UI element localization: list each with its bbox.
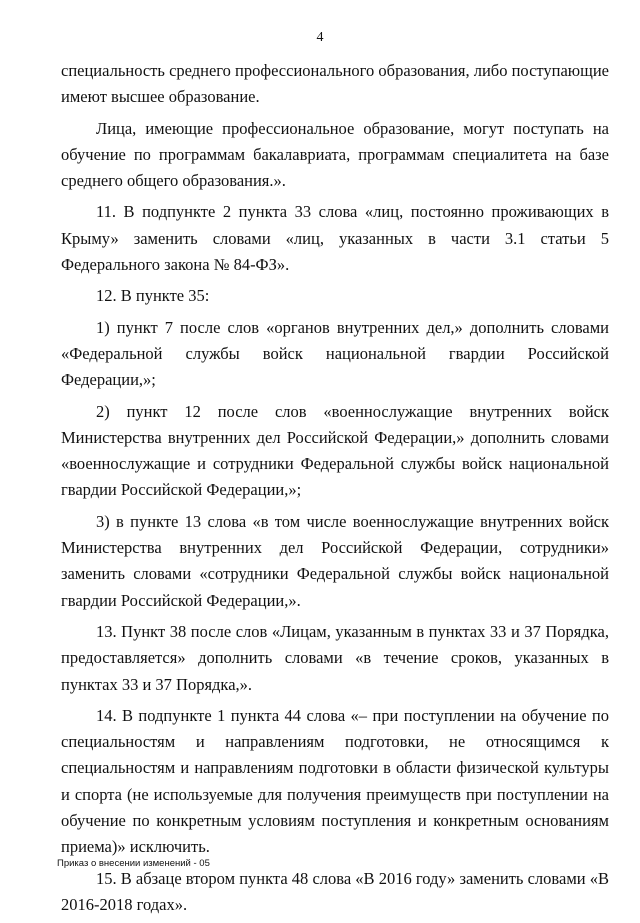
paragraph-item-13: 13. Пункт 38 после слов «Лицам, указанным в пунктах 33 и 37 Порядка, предоставляется» дополнить словами «в течение сроков, указанных в пунктах 33 и 37 Порядка,». [61, 621, 609, 694]
paragraph-item-12-3: 3) в пункте 13 слова «в том числе военнослужащие внутренних войск Министерства внутренних дел Российской Федерации, сотрудники» заменить словами «сотрудники Федеральной службы войск национальной гвардии Российской Федерации,». [61, 511, 609, 610]
paragraph-item-12-1: 1) пункт 7 после слов «органов внутренних дел,» дополнить словами «Федеральной службы войск национальной гвардии Российской Федерации,»; [61, 317, 609, 390]
document-body [61, 58, 609, 923]
paragraph-item-12-2: 2) пункт 12 после слов «военнослужащие внутренних войск Министерства внутренних дел Российской Федерации,» дополнить словами «военнослужащие и сотрудники Федеральной службы войск национальной гвардии Российской Федерации,»; [61, 401, 609, 500]
paragraph-item-12: 12. В пункте 35: [96, 286, 210, 306]
page-footer: Приказ о внесении изменений - 05 [57, 858, 210, 869]
paragraph-item-11: 11. В подпункте 2 пункта 33 слова «лиц, постоянно проживающих в Крыму» заменить словами «лиц, указанных в части 3.1 статьи 5 Федерального закона № 84-ФЗ». [61, 202, 609, 275]
paragraph-item-14: 14. В подпункте 1 пункта 44 слова «– при поступлении на обучение по специальностям и направлениям подготовки, не относящимся к специальностям и направлениям подготовки в области физической культуры и спорта (не используемые для получения преимуществ при поступлении на обучение по конкретным условиям поступления и конкретным основаниям приема)» исключить. [61, 705, 609, 857]
page-number: 4 [316, 30, 324, 45]
paragraph-continuation: специальность среднего профессионального образования, либо поступающие имеют высшее образование. [61, 61, 609, 107]
paragraph-item-15: 15. В абзаце втором пункта 48 слова «В 2016 году» заменить словами «В 2016-2018 годах». [61, 868, 609, 914]
paragraph-professional-education: Лица, имеющие профессиональное образование, могут поступать на обучение по программам бакалавриата, программам специалитета на базе среднего общего образования.». [61, 118, 609, 191]
